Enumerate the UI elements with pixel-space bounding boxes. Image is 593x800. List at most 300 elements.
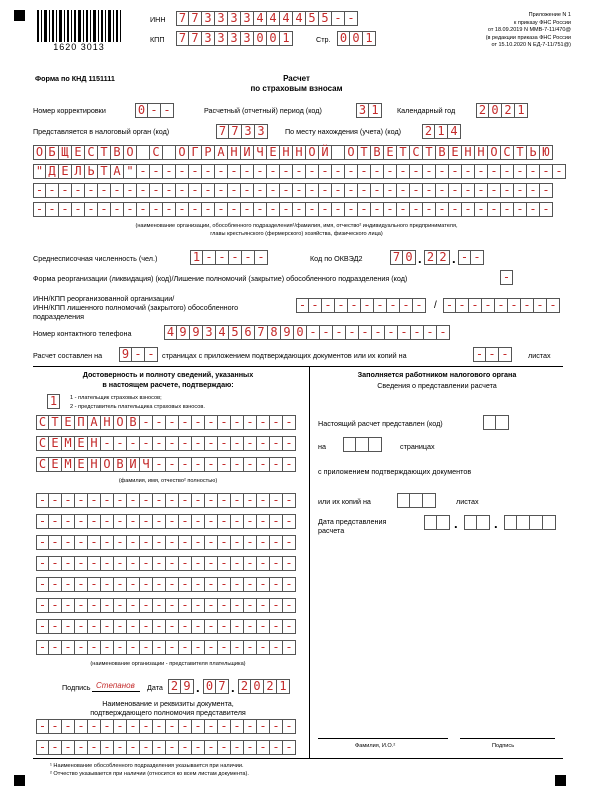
char-cell: - xyxy=(488,183,501,198)
char-cell: 3 xyxy=(202,11,215,26)
char-cell: - xyxy=(228,202,241,217)
char-cell xyxy=(410,493,423,508)
char-cell: - xyxy=(62,493,75,508)
signature-value[interactable]: Степанов xyxy=(96,681,135,690)
char-cell: - xyxy=(36,535,49,550)
reorg-slash: / xyxy=(434,300,437,311)
char-cell: - xyxy=(192,457,205,472)
char-cell: - xyxy=(166,415,179,430)
char-cell: - xyxy=(36,577,49,592)
char-cell: - xyxy=(267,183,280,198)
char-cell: - xyxy=(501,183,514,198)
char-cell: - xyxy=(384,202,397,217)
sign-line xyxy=(460,738,555,739)
char-cell: - xyxy=(166,719,179,734)
char-cell: О xyxy=(488,145,501,160)
char-cell: А xyxy=(88,415,101,430)
char-cell: - xyxy=(140,577,153,592)
char-cell: - xyxy=(166,514,179,529)
char-cell: - xyxy=(114,619,127,634)
submitted-pages-field[interactable] xyxy=(343,437,382,452)
char-cell: Ь xyxy=(85,164,98,179)
char-cell: - xyxy=(192,415,205,430)
doc-heading-2: подтверждающего полномочия представителя xyxy=(90,708,246,717)
correction-label: Номер корректировки xyxy=(33,106,106,115)
char-cell: М xyxy=(62,457,75,472)
char-cell: - xyxy=(75,598,88,613)
char-cell: - xyxy=(449,202,462,217)
char-cell: - xyxy=(49,556,62,571)
char-cell: - xyxy=(101,514,114,529)
char-cell: - xyxy=(254,183,267,198)
char-cell: - xyxy=(397,183,410,198)
char-cell xyxy=(437,515,450,530)
char-cell: - xyxy=(320,325,333,340)
char-cell: - xyxy=(307,325,320,340)
char-cell: - xyxy=(371,202,384,217)
char-cell: - xyxy=(218,556,231,571)
char-cell: Т xyxy=(98,145,111,160)
char-cell: - xyxy=(205,415,218,430)
char-cell: - xyxy=(62,598,75,613)
char-cell: - xyxy=(137,164,150,179)
doc-heading-1: Наименование и реквизиты документа, xyxy=(102,699,234,708)
char-cell: - xyxy=(371,183,384,198)
char-cell: - xyxy=(280,183,293,198)
char-cell: - xyxy=(88,619,101,634)
okved-dot-1: . xyxy=(418,251,422,266)
char-cell xyxy=(543,515,556,530)
char-cell: - xyxy=(411,325,424,340)
char-cell: 6 xyxy=(242,325,255,340)
char-cell: - xyxy=(501,164,514,179)
signature-line xyxy=(92,691,140,692)
char-cell: - xyxy=(145,347,158,362)
char-cell: - xyxy=(319,183,332,198)
char-cell: - xyxy=(397,164,410,179)
char-cell: - xyxy=(179,598,192,613)
inn-field[interactable] xyxy=(176,11,358,26)
okved-field-1[interactable] xyxy=(390,250,416,265)
char-cell xyxy=(477,515,490,530)
signer-option-1: 1 - плательщик страховых взносов; xyxy=(70,395,162,401)
char-cell: - xyxy=(257,415,270,430)
char-cell: - xyxy=(205,740,218,755)
okved-dot-2: . xyxy=(452,251,456,266)
doc-row-1[interactable] xyxy=(36,719,296,734)
char-cell: - xyxy=(140,535,153,550)
char-cell: - xyxy=(36,640,49,655)
char-cell: - xyxy=(500,270,513,285)
char-cell: - xyxy=(114,556,127,571)
char-cell: Н xyxy=(88,436,101,451)
char-cell xyxy=(464,515,477,530)
char-cell: - xyxy=(205,719,218,734)
footnote-1: ¹ Наименование обособленного подразделения указывается при наличии. xyxy=(50,763,244,769)
char-cell: - xyxy=(270,556,283,571)
char-cell: - xyxy=(218,740,231,755)
char-cell: - xyxy=(257,640,270,655)
okved-field-3[interactable] xyxy=(458,250,484,265)
char-cell: - xyxy=(62,719,75,734)
submitted-code-label: Настоящий расчет представлен (код) xyxy=(318,419,443,428)
char-cell: - xyxy=(49,514,62,529)
char-cell: С xyxy=(85,145,98,160)
char-cell: - xyxy=(150,202,163,217)
char-cell: - xyxy=(140,436,153,451)
reorg-kpp-field[interactable] xyxy=(443,298,560,313)
char-cell: С xyxy=(150,145,163,160)
char-cell: - xyxy=(495,298,508,313)
char-cell: - xyxy=(127,577,140,592)
reorg-inn-field[interactable] xyxy=(296,298,426,313)
char-cell: - xyxy=(257,436,270,451)
submit-date-month-field[interactable] xyxy=(464,515,490,530)
char-cell: - xyxy=(293,164,306,179)
rep-row-3[interactable] xyxy=(36,535,296,550)
char-cell: - xyxy=(384,183,397,198)
char-cell: 9 xyxy=(177,325,190,340)
char-cell: - xyxy=(205,457,218,472)
char-cell: - xyxy=(88,556,101,571)
char-cell: - xyxy=(218,493,231,508)
attach-label: с приложением подтверждающих документов xyxy=(318,467,472,476)
date-year-field[interactable] xyxy=(238,679,290,694)
date-dot-2: . xyxy=(231,680,235,695)
period-label: Расчетный (отчетный) период (код) xyxy=(204,106,322,115)
char-cell: А xyxy=(215,145,228,160)
headcount-field[interactable] xyxy=(190,250,268,265)
char-cell: - xyxy=(153,619,166,634)
char-cell: - xyxy=(88,514,101,529)
phone-field[interactable] xyxy=(164,325,450,340)
char-cell: - xyxy=(257,598,270,613)
char-cell: - xyxy=(244,577,257,592)
char-cell: - xyxy=(114,598,127,613)
char-cell: - xyxy=(150,164,163,179)
char-cell: - xyxy=(85,202,98,217)
char-cell: - xyxy=(75,719,88,734)
char-cell: - xyxy=(114,436,127,451)
char-cell: 4 xyxy=(164,325,177,340)
okved-field-2[interactable] xyxy=(424,250,450,265)
char-cell: - xyxy=(462,183,475,198)
char-cell: А xyxy=(111,164,124,179)
char-cell: Л xyxy=(72,164,85,179)
char-cell: - xyxy=(179,514,192,529)
inn-label: ИНН xyxy=(150,15,166,24)
char-cell: - xyxy=(127,556,140,571)
char-cell: 3 xyxy=(203,325,216,340)
char-cell: - xyxy=(218,577,231,592)
submit-date-label-2: расчета xyxy=(318,526,345,535)
location-field[interactable] xyxy=(422,124,461,139)
char-cell: 1 xyxy=(47,394,60,409)
char-cell: - xyxy=(547,298,560,313)
char-cell: - xyxy=(179,740,192,755)
char-cell: В xyxy=(114,457,127,472)
char-cell: - xyxy=(270,457,283,472)
location-label: По месту нахождения (учета) (код) xyxy=(285,127,402,136)
submit-date-year-field[interactable] xyxy=(504,515,556,530)
char-cell: 4 xyxy=(448,124,461,139)
char-cell: - xyxy=(153,598,166,613)
char-cell: - xyxy=(192,740,205,755)
char-cell: Й xyxy=(319,145,332,160)
pages-label-3: листах xyxy=(528,351,551,360)
char-cell: - xyxy=(333,325,346,340)
char-cell: - xyxy=(540,202,553,217)
submitted-code-field[interactable] xyxy=(483,415,509,430)
signer-option-2: 2 - представитель плательщика страховых взносов. xyxy=(70,404,205,410)
char-cell: - xyxy=(218,619,231,634)
tax-org-field[interactable] xyxy=(216,124,268,139)
char-cell: 7 xyxy=(176,11,189,26)
char-cell: - xyxy=(101,598,114,613)
page-label: Стр. xyxy=(316,35,331,44)
char-cell xyxy=(504,515,517,530)
char-cell: - xyxy=(179,535,192,550)
officer-sign-label: Подпись xyxy=(492,743,515,749)
char-cell: - xyxy=(469,298,482,313)
rep-row-8[interactable] xyxy=(36,640,296,655)
char-cell: - xyxy=(179,719,192,734)
char-cell: Н xyxy=(462,145,475,160)
char-cell: 2 xyxy=(424,250,437,265)
char-cell: Д xyxy=(46,164,59,179)
char-cell: " xyxy=(124,164,137,179)
char-cell: - xyxy=(166,457,179,472)
org-name-row-1[interactable] xyxy=(33,145,553,160)
char-cell: - xyxy=(283,640,296,655)
section-divider-top xyxy=(33,366,563,367)
copies-field[interactable] xyxy=(397,493,436,508)
char-cell: - xyxy=(215,164,228,179)
section-divider-bottom xyxy=(33,758,563,759)
org-name-row-4[interactable] xyxy=(33,202,553,217)
char-cell: - xyxy=(514,183,527,198)
char-cell: - xyxy=(501,202,514,217)
char-cell: - xyxy=(153,556,166,571)
char-cell: - xyxy=(36,598,49,613)
char-cell: - xyxy=(179,415,192,430)
char-cell: - xyxy=(192,556,205,571)
char-cell: - xyxy=(179,556,192,571)
char-cell: - xyxy=(231,598,244,613)
char-cell: - xyxy=(359,325,372,340)
char-cell: - xyxy=(475,164,488,179)
submit-date-label-1: Дата представления xyxy=(318,517,387,526)
char-cell: 4 xyxy=(293,11,306,26)
char-cell: - xyxy=(75,740,88,755)
char-cell: 0 xyxy=(135,103,148,118)
rep-row-5[interactable] xyxy=(36,577,296,592)
char-cell: - xyxy=(283,493,296,508)
char-cell: - xyxy=(137,202,150,217)
char-cell: - xyxy=(475,183,488,198)
char-cell: - xyxy=(257,535,270,550)
char-cell: 0 xyxy=(350,31,363,46)
char-cell: - xyxy=(88,719,101,734)
char-cell: - xyxy=(124,183,137,198)
period-field[interactable] xyxy=(356,103,382,118)
char-cell: О xyxy=(345,145,358,160)
char-cell: - xyxy=(244,556,257,571)
char-cell: - xyxy=(283,457,296,472)
char-cell: - xyxy=(231,719,244,734)
char-cell: - xyxy=(192,619,205,634)
char-cell: - xyxy=(148,103,161,118)
org-name-row-2[interactable] xyxy=(33,164,566,179)
barcode-number: 1620 3013 xyxy=(53,42,105,52)
char-cell: - xyxy=(345,164,358,179)
char-cell: - xyxy=(127,619,140,634)
rep-row-7[interactable] xyxy=(36,619,296,634)
char-cell: - xyxy=(486,347,499,362)
char-cell: - xyxy=(218,415,231,430)
char-cell: - xyxy=(358,183,371,198)
char-cell: - xyxy=(137,183,150,198)
signature-label: Подпись xyxy=(62,683,91,692)
char-cell: - xyxy=(231,619,244,634)
char-cell: - xyxy=(114,493,127,508)
char-cell: - xyxy=(257,740,270,755)
char-cell: 7 xyxy=(229,124,242,139)
char-cell: - xyxy=(98,183,111,198)
char-cell xyxy=(530,515,543,530)
char-cell: - xyxy=(36,740,49,755)
char-cell: - xyxy=(140,415,153,430)
char-cell: - xyxy=(153,740,166,755)
char-cell: Е xyxy=(384,145,397,160)
char-cell: - xyxy=(75,556,88,571)
char-cell: - xyxy=(443,298,456,313)
char-cell: - xyxy=(176,164,189,179)
char-cell: - xyxy=(508,298,521,313)
char-cell: С xyxy=(36,415,49,430)
char-cell: 1 xyxy=(363,31,376,46)
char-cell: - xyxy=(244,436,257,451)
rep-row-1[interactable] xyxy=(36,493,296,508)
char-cell: - xyxy=(293,183,306,198)
rep-row-4[interactable] xyxy=(36,556,296,571)
char-cell: Р xyxy=(202,145,215,160)
char-cell: 0 xyxy=(251,679,264,694)
char-cell: - xyxy=(267,164,280,179)
char-cell: - xyxy=(59,202,72,217)
tax-officer-heading: Заполняется работником налогового органа xyxy=(357,370,517,379)
reorg-inn-label-1: ИНН/КПП реорганизованной организации/ xyxy=(33,294,175,303)
rep-row-6[interactable] xyxy=(36,598,296,613)
confirm-heading-2: в настоящем расчете, подтверждаю: xyxy=(102,380,234,389)
submit-date-day-field[interactable] xyxy=(424,515,450,530)
char-cell: - xyxy=(270,740,283,755)
char-cell: 7 xyxy=(390,250,403,265)
signer-surname-row[interactable] xyxy=(36,415,296,430)
char-cell: 2 xyxy=(168,679,181,694)
char-cell: - xyxy=(205,619,218,634)
char-cell: - xyxy=(319,202,332,217)
date-month-field[interactable] xyxy=(203,679,229,694)
char-cell: 3 xyxy=(241,31,254,46)
char-cell: - xyxy=(114,740,127,755)
char-cell: - xyxy=(140,514,153,529)
char-cell: - xyxy=(150,183,163,198)
tax-org-label: Представляется в налоговый орган (код) xyxy=(33,127,170,136)
confirm-heading-1: Достоверность и полноту сведений, указанных xyxy=(82,370,254,379)
char-cell: - xyxy=(192,514,205,529)
char-cell: 3 xyxy=(228,31,241,46)
char-cell: 0 xyxy=(337,31,350,46)
rep-row-2[interactable] xyxy=(36,514,296,529)
pages-field[interactable] xyxy=(119,347,158,362)
date-label: Дата xyxy=(147,683,163,692)
signer-patronymic-row[interactable] xyxy=(36,457,296,472)
char-cell: - xyxy=(540,183,553,198)
char-cell: - xyxy=(192,640,205,655)
char-cell: - xyxy=(140,598,153,613)
char-cell: - xyxy=(400,298,413,313)
char-cell: - xyxy=(345,183,358,198)
char-cell: - xyxy=(473,347,486,362)
date-day-field[interactable] xyxy=(168,679,194,694)
char-cell: - xyxy=(161,103,174,118)
char-cell: - xyxy=(215,183,228,198)
form-title: Расчет xyxy=(283,74,310,83)
correction-field[interactable] xyxy=(135,103,174,118)
char-cell: - xyxy=(114,535,127,550)
submit-date-dot-2: . xyxy=(494,516,498,531)
docs-pages-field[interactable] xyxy=(473,347,512,362)
signer-code-field[interactable] xyxy=(47,394,60,409)
char-cell: 0 xyxy=(203,679,216,694)
char-cell: - xyxy=(101,640,114,655)
char-cell: И xyxy=(127,457,140,472)
char-cell: Е xyxy=(449,145,462,160)
char-cell: - xyxy=(345,202,358,217)
char-cell: - xyxy=(244,514,257,529)
char-cell: - xyxy=(283,436,296,451)
char-cell: 0 xyxy=(267,31,280,46)
char-cell: - xyxy=(436,164,449,179)
char-cell xyxy=(397,493,410,508)
char-cell: - xyxy=(205,598,218,613)
kpp-field[interactable] xyxy=(176,31,293,46)
org-name-row-3[interactable] xyxy=(33,183,553,198)
char-cell: - xyxy=(387,298,400,313)
char-cell: 3 xyxy=(215,31,228,46)
char-cell: - xyxy=(166,493,179,508)
reorg-field[interactable] xyxy=(500,270,513,285)
char-cell: - xyxy=(283,556,296,571)
doc-row-2[interactable] xyxy=(36,740,296,755)
char-cell: - xyxy=(36,556,49,571)
kpp-label: КПП xyxy=(150,35,165,44)
char-cell: - xyxy=(244,493,257,508)
signer-name-row[interactable] xyxy=(36,436,296,451)
char-cell: - xyxy=(127,535,140,550)
page-field[interactable] xyxy=(337,31,376,46)
char-cell: - xyxy=(88,577,101,592)
char-cell: - xyxy=(244,619,257,634)
char-cell: Б xyxy=(46,145,59,160)
year-field[interactable] xyxy=(476,103,528,118)
char-cell: 0 xyxy=(403,250,416,265)
char-cell: - xyxy=(228,183,241,198)
char-cell xyxy=(517,515,530,530)
char-cell: С xyxy=(501,145,514,160)
char-cell xyxy=(424,515,437,530)
